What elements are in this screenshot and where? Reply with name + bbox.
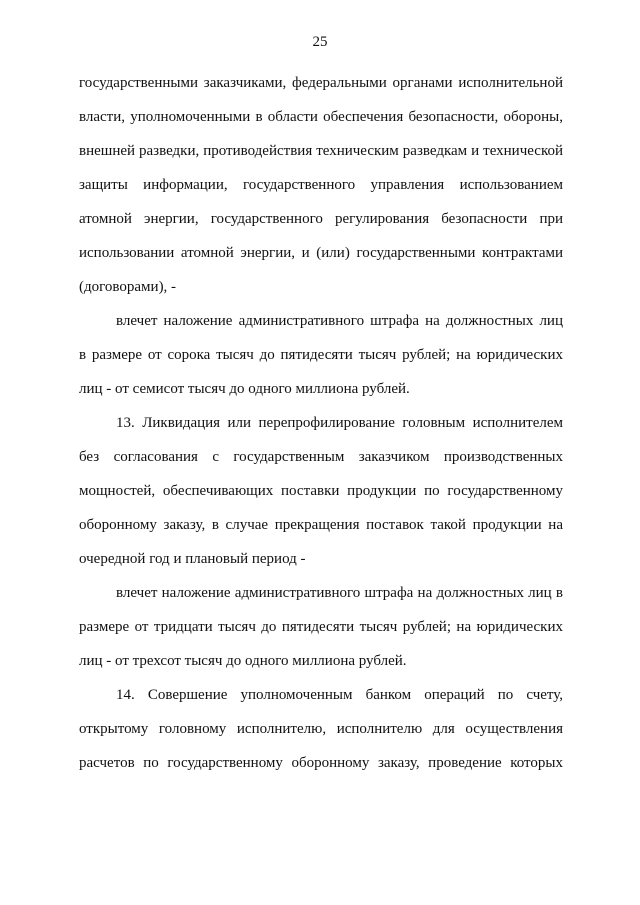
paragraph-first-line: 13. Ликвидация или перепрофилирование головным исполнителем	[116, 415, 563, 431]
text-line: государственными заказчиками, федеральными органами исполнительной	[79, 75, 563, 91]
paragraph-first-line: влечет наложение административного штрафа на должностных лиц в	[116, 585, 563, 601]
text-line: власти, уполномоченными в области обеспечения безопасности, обороны,	[79, 109, 563, 125]
text-line: использовании атомной энергии, и (или) государственными контрактами	[79, 245, 563, 261]
text-line: защиты информации, государственного управления использованием	[79, 177, 563, 193]
paragraph-first-line: влечет наложение административного штрафа на должностных лиц	[116, 313, 563, 329]
text-line: без согласования с государственным заказчиком производственных	[79, 449, 563, 465]
text-line: атомной энергии, государственного регулирования безопасности при	[79, 211, 563, 227]
text-line: мощностей, обеспечивающих поставки продукции по государственному	[79, 483, 563, 499]
paragraph-first-line: 14. Совершение уполномоченным банком операций по счету,	[116, 687, 563, 703]
text-line: (договорами), -	[79, 279, 177, 295]
text-line: расчетов по государственному оборонному заказу, проведение которых	[79, 755, 563, 771]
text-line: оборонному заказу, в случае прекращения поставок такой продукции на	[79, 517, 563, 533]
text-line: в размере от сорока тысяч до пятидесяти тысяч рублей; на юридических	[79, 347, 563, 363]
text-line: внешней разведки, противодействия техническим разведкам и технической	[79, 143, 563, 159]
text-line: очередной год и плановый период -	[79, 551, 306, 567]
text-line: лиц - от трехсот тысяч до одного миллиона рублей.	[79, 653, 407, 669]
text-line: открытому головному исполнителю, исполнителю для осуществления	[79, 721, 563, 737]
page-number: 25	[312, 34, 328, 50]
text-line: размере от тридцати тысяч до пятидесяти тысяч рублей; на юридических	[79, 619, 563, 635]
text-line: лиц - от семисот тысяч до одного миллиона рублей.	[79, 381, 410, 397]
